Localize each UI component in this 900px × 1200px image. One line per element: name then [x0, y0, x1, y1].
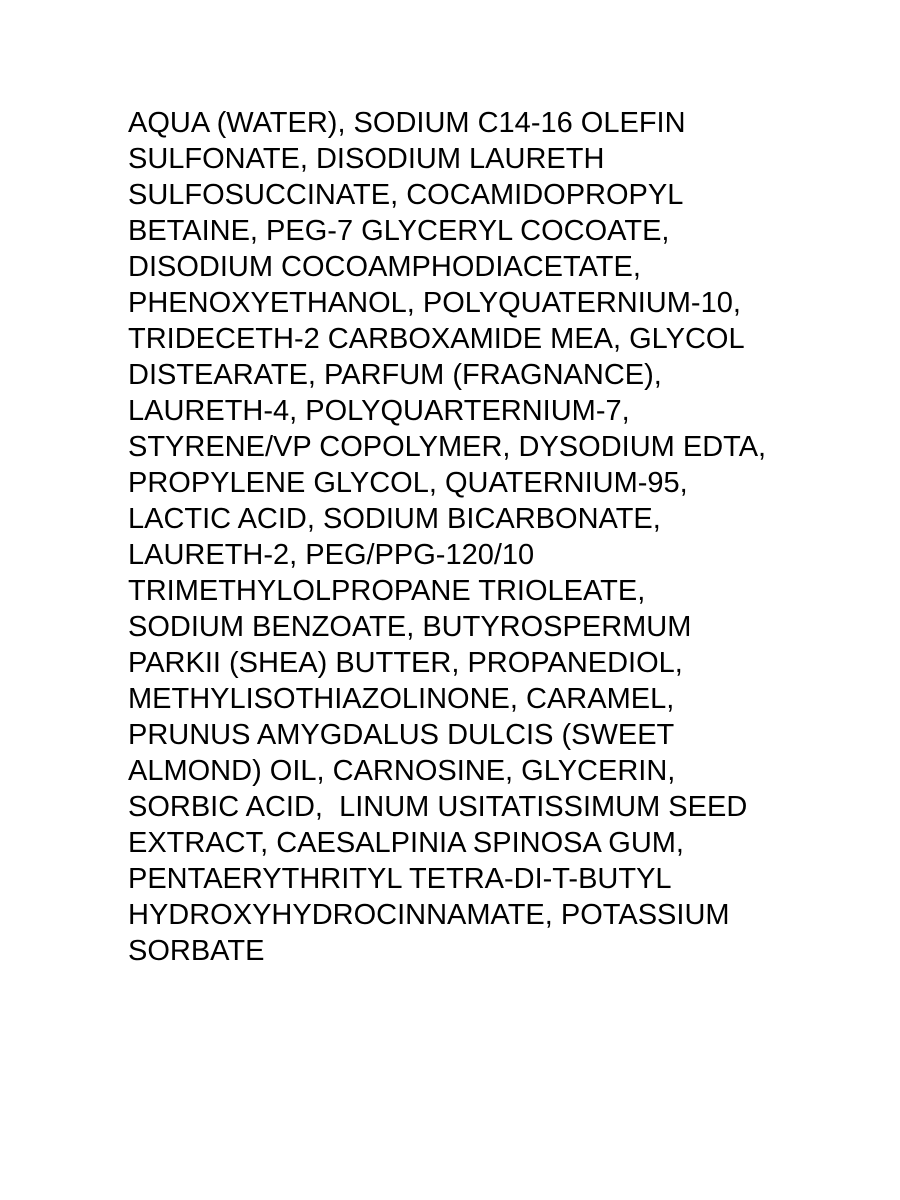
ingredients-line: HYDROXYHYDROCINNAMATE, POTASSIUM	[128, 899, 730, 931]
ingredients-line: PHENOXYETHANOL, POLYQUATERNIUM-10,	[128, 287, 741, 319]
ingredients-line: TRIMETHYLOLPROPANE TRIOLEATE,	[128, 575, 646, 607]
ingredients-line: SODIUM BENZOATE, BUTYROSPERMUM	[128, 611, 692, 643]
ingredients-line: SORBATE	[128, 935, 265, 967]
ingredients-line: SORBIC ACID, LINUM USITATISSIMUM SEED	[128, 791, 748, 823]
ingredients-line: EXTRACT, CAESALPINIA SPINOSA GUM,	[128, 827, 684, 859]
ingredients-line: SULFOSUCCINATE, COCAMIDOPROPYL	[128, 179, 684, 211]
ingredients-line: SULFONATE, DISODIUM LAURETH	[128, 143, 605, 175]
ingredients-line: STYRENE/VP COPOLYMER, DYSODIUM EDTA,	[128, 431, 767, 463]
ingredients-line: DISTEARATE, PARFUM (FRAGNANCE),	[128, 359, 662, 391]
ingredients-line: TRIDECETH-2 CARBOXAMIDE MEA, GLYCOL	[128, 323, 745, 355]
ingredients-line: AQUA (WATER), SODIUM C14-16 OLEFIN	[128, 107, 686, 139]
ingredients-line: PARKII (SHEA) BUTTER, PROPANEDIOL,	[128, 647, 683, 679]
ingredients-line: DISODIUM COCOAMPHODIACETATE,	[128, 251, 641, 283]
ingredients-list	[128, 105, 828, 969]
ingredients-line: LACTIC ACID, SODIUM BICARBONATE,	[128, 503, 661, 535]
ingredients-line: LAURETH-2, PEG/PPG-120/10	[128, 539, 535, 571]
ingredients-line: PROPYLENE GLYCOL, QUATERNIUM-95,	[128, 467, 688, 499]
ingredients-line: METHYLISOTHIAZOLINONE, CARAMEL,	[128, 683, 675, 715]
ingredients-line: PENTAERYTHRITYL TETRA-DI-T-BUTYL	[128, 863, 672, 895]
ingredients-line: ALMOND) OIL, CARNOSINE, GLYCERIN,	[128, 755, 676, 787]
ingredients-line: BETAINE, PEG-7 GLYCERYL COCOATE,	[128, 215, 670, 247]
ingredients-line: PRUNUS AMYGDALUS DULCIS (SWEET	[128, 719, 675, 751]
ingredients-line: LAURETH-4, POLYQUARTERNIUM-7,	[128, 395, 630, 427]
